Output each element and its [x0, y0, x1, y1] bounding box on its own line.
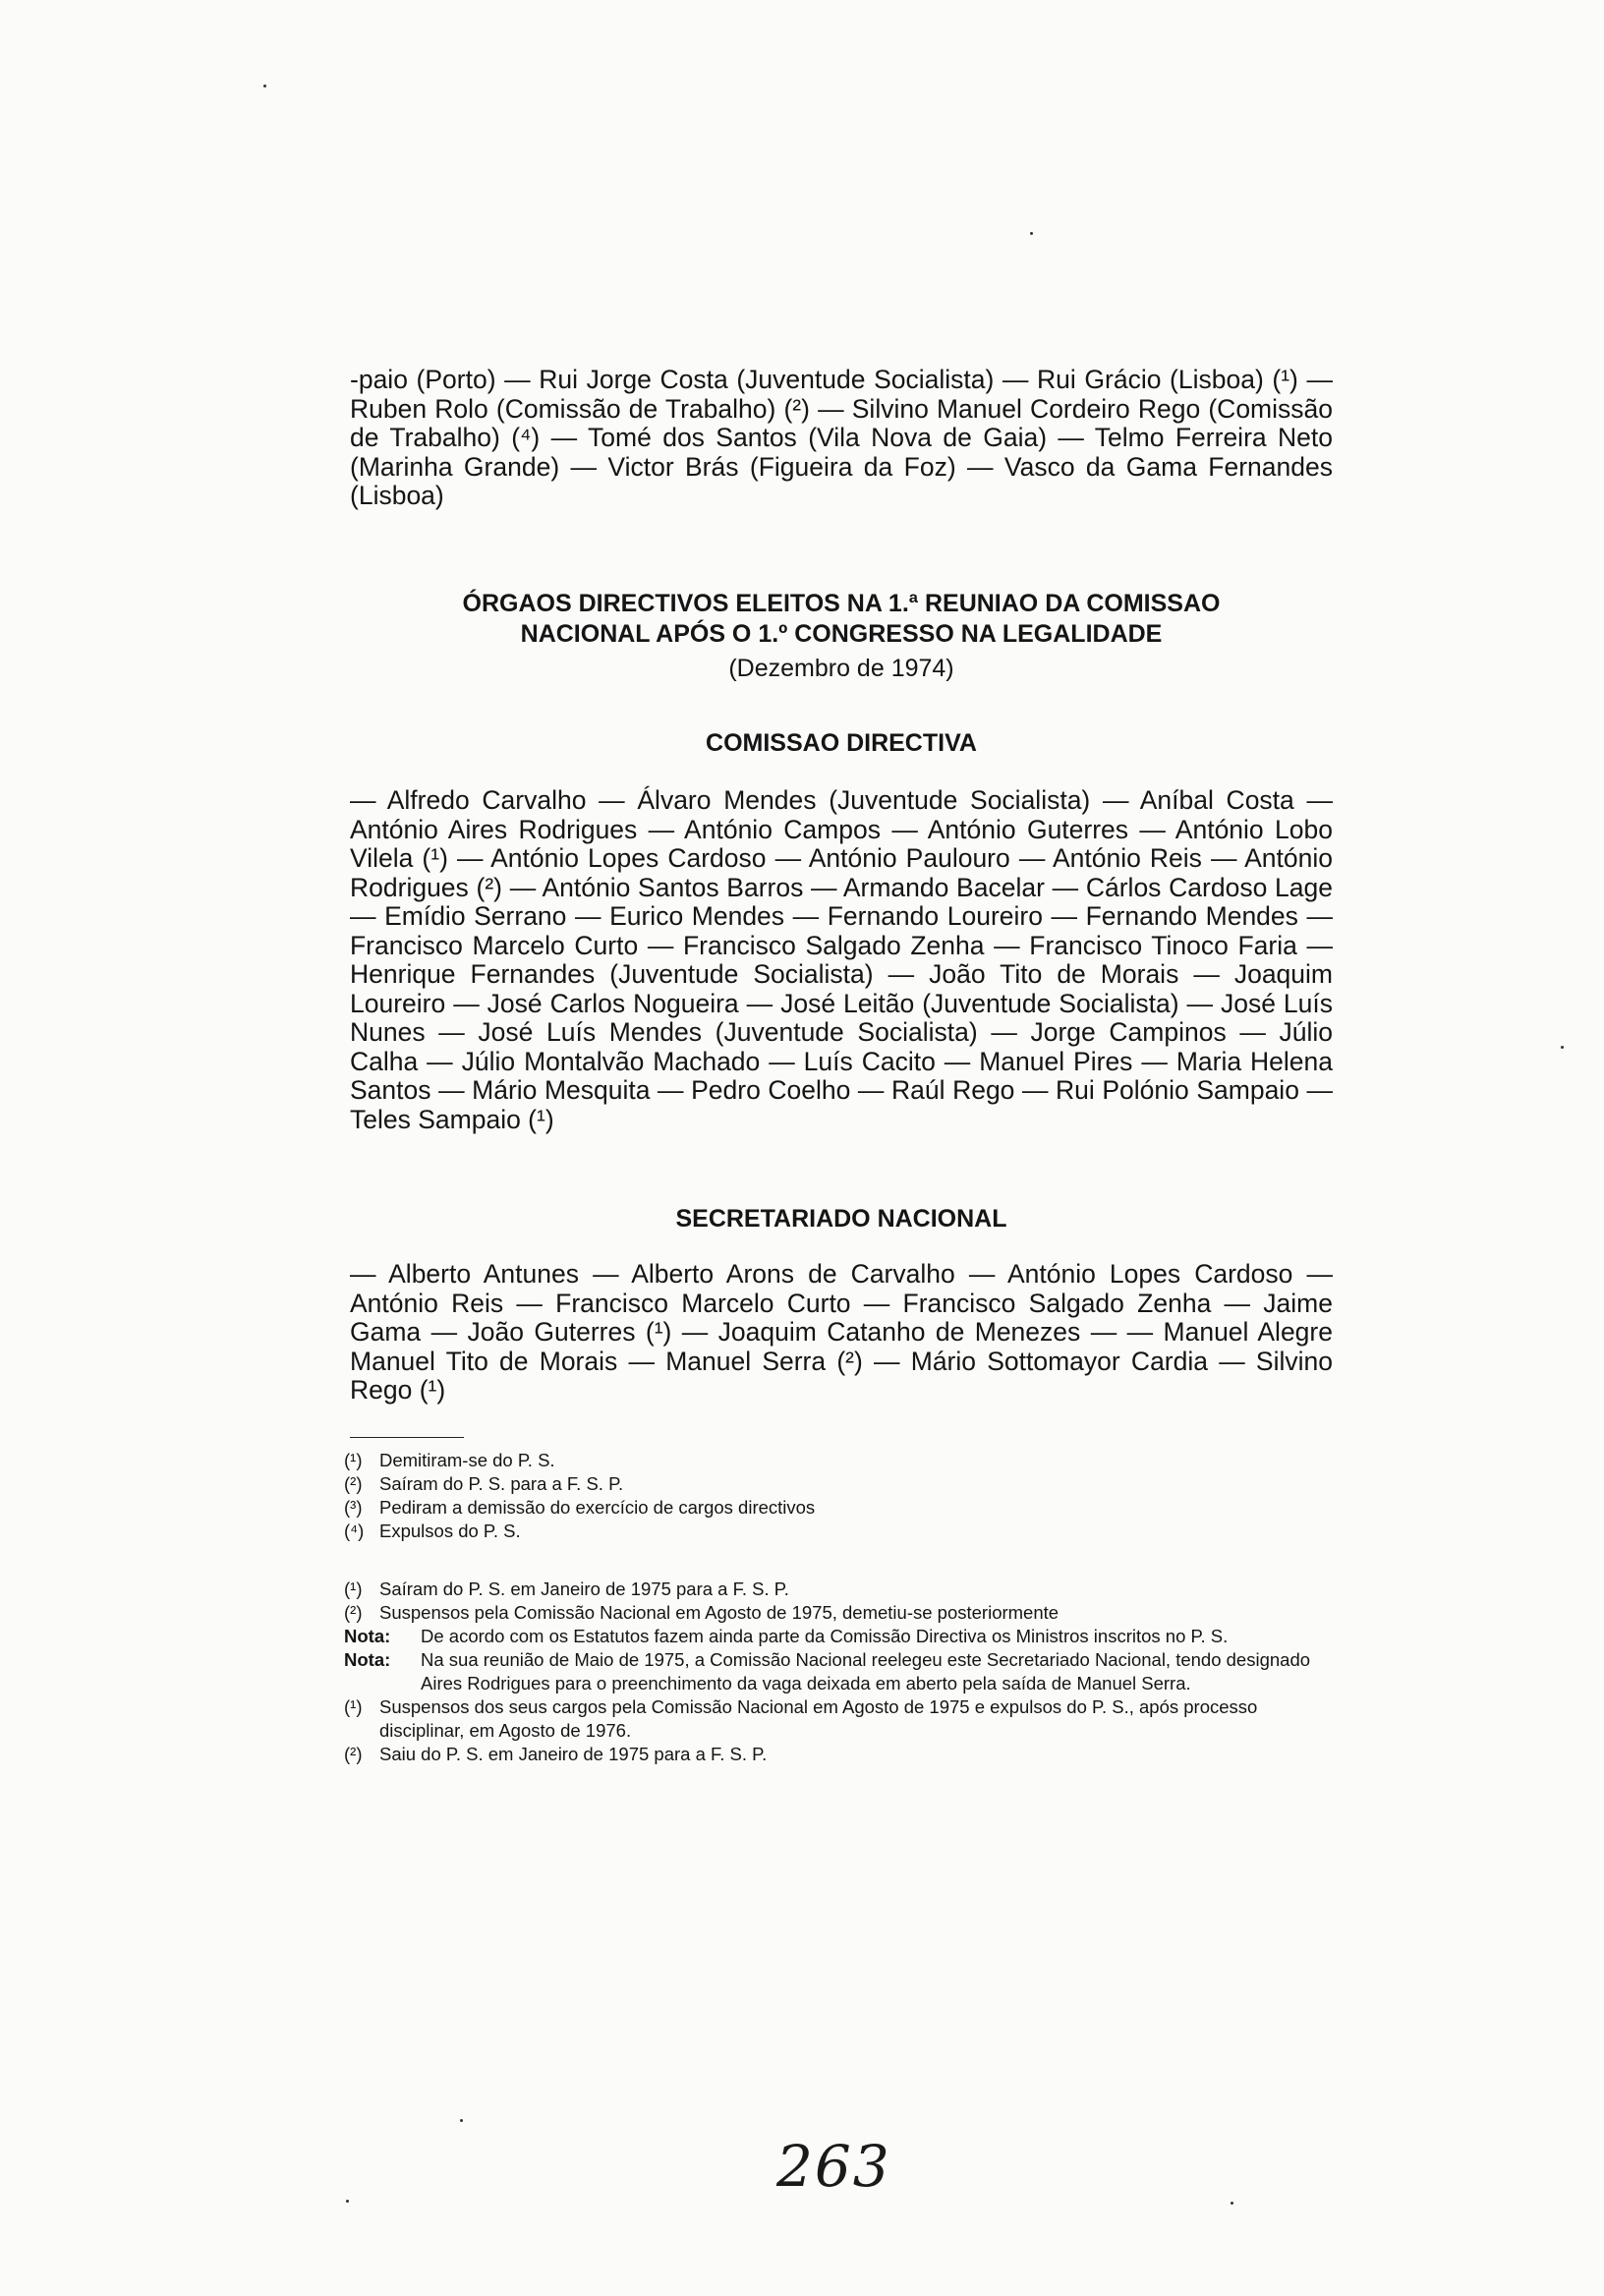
- footnotes-group-a: [344, 1449, 1337, 1543]
- footnote-nota: [344, 1648, 1337, 1695]
- footnote-mark: (¹): [344, 1696, 363, 1717]
- comissao-directiva-title: COMISSAO DIRECTIVA: [706, 729, 977, 757]
- footnote-mark: (²): [344, 1744, 363, 1764]
- footnote-text: Saíram do P. S. para a F. S. P.: [379, 1473, 624, 1494]
- scan-speck: [1030, 232, 1033, 235]
- footnote-mark: (²): [344, 1473, 363, 1494]
- footnote: [344, 1449, 1337, 1472]
- footnote-text: Suspensos pela Comissão Nacional em Agosto de 1975, demetiu-se posteriormente: [379, 1602, 1060, 1623]
- scan-speck: [1231, 2202, 1233, 2205]
- footnote-text: Demitiram-se do P. S.: [379, 1450, 555, 1470]
- nota-label: Nota:: [344, 1626, 391, 1646]
- footnote-text: Suspensos dos seus cargos pela Comissão Nacional em Agosto de 1975 e expulsos do P. S., após processo disciplinar, em Agosto de 1976.: [379, 1696, 1258, 1741]
- nota-label: Nota:: [344, 1649, 391, 1670]
- footnote-mark: (⁴): [344, 1521, 365, 1541]
- secretariado-nacional-title: SECRETARIADO NACIONAL: [675, 1205, 1007, 1233]
- section-heading-date: (Dezembro de 1974): [728, 655, 954, 682]
- footnote-text: De acordo com os Estatutos fazem ainda parte da Comissão Directiva os Ministros inscritos no P. S.: [421, 1626, 1229, 1646]
- footnote-mark: (¹): [344, 1450, 363, 1470]
- footnote-nota: [344, 1625, 1337, 1648]
- footnote: [344, 1601, 1337, 1625]
- footnote-text: Expulsos do P. S.: [379, 1521, 521, 1541]
- footnote: [344, 1520, 1337, 1543]
- footnote: [344, 1472, 1337, 1496]
- secretariado-nacional-members: — Alberto Antunes — Alberto Arons de Carvalho — António Lopes Cardoso — António Reis — Francisco Marcelo Curto — Francisco Salgado Zenha — Jaime Gama — João Guterres (¹) — Joaquim Catanho de Menezes — — Manuel Alegre Manuel Tito de Morais — Manuel Serra (²) — Mário Sottomayor Cardia — Silvino Rego (¹): [350, 1259, 1333, 1405]
- footnotes-group-b: [344, 1578, 1337, 1766]
- footnote-mark: (²): [344, 1602, 363, 1623]
- footnote-mark: (¹): [344, 1578, 363, 1599]
- footnote-text: Pediram a demissão do exercício de cargos directivos: [379, 1497, 816, 1518]
- handwritten-page-number: 263: [776, 2133, 891, 2200]
- footnote: [344, 1743, 1337, 1766]
- footnote-text: Saiu do P. S. em Janeiro de 1975 para a F. S. P.: [379, 1744, 768, 1764]
- scan-speck: [263, 85, 266, 87]
- section-heading-line-1: ÓRGAOS DIRECTIVOS ELEITOS NA 1.ª REUNIAO DA COMISSAO: [462, 590, 1221, 617]
- footnote: [344, 1695, 1337, 1743]
- scan-speck: [460, 2119, 463, 2122]
- footnote: [344, 1578, 1337, 1601]
- footnote-mark: (³): [344, 1497, 363, 1518]
- footnote-rule: [350, 1437, 464, 1438]
- footnote-text: Saíram do P. S. em Janeiro de 1975 para a F. S. P.: [379, 1578, 789, 1599]
- footnote-text: Na sua reunião de Maio de 1975, a Comissão Nacional reelegeu este Secretariado Nacional, tendo designado Aires Rodrigues para o preenchimento da vaga deixada em aberto pela saída de Manuel Serra.: [421, 1649, 1311, 1693]
- footnote: [344, 1496, 1337, 1520]
- scan-speck: [346, 2200, 349, 2203]
- section-heading-line-2: NACIONAL APÓS O 1.º CONGRESSO NA LEGALIDADE: [520, 620, 1163, 648]
- continued-member-list: -paio (Porto) — Rui Jorge Costa (Juventude Socialista) — Rui Grácio (Lisboa) (¹) — Ruben Rolo (Comissão de Trabalho) (²) — Silvino Manuel Cordeiro Rego (Comissão de Trabalho) (⁴) — Tomé dos Santos (Vila Nova de Gaia) — Telmo Ferreira Neto (Marinha Grande) — Victor Brás (Figueira da Foz) — Vasco da Gama Fernandes (Lisboa): [350, 365, 1333, 510]
- scan-speck: [1561, 1046, 1564, 1049]
- comissao-directiva-members: — Alfredo Carvalho — Álvaro Mendes (Juventude Socialista) — Aníbal Costa — António Aires Rodrigues — António Campos — António Guterres — António Lobo Vilela (¹) — António Lopes Cardoso — António Paulouro — António Reis — António Rodrigues (²) — António Santos Barros — Armando Bacelar — Cárlos Cardoso Lage — Emídio Serrano — Eurico Mendes — Fernando Loureiro — Fernando Mendes — Francisco Marcelo Curto — Francisco Salgado Zenha — Francisco Tinoco Faria — Henrique Fernandes (Juventude Socialista) — João Tito de Morais — Joaquim Loureiro — José Carlos Nogueira — José Leitão (Juventude Socialista) — José Luís Nunes — José Luís Mendes (Juventude Socialista) — Jorge Campinos — Júlio Calha — Júlio Montalvão Machado — Luís Cacito — Manuel Pires — Maria Helena Santos — Mário Mesquita — Pedro Coelho — Raúl Rego — Rui Polónio Sampaio — Teles Sampaio (¹): [350, 785, 1333, 1134]
